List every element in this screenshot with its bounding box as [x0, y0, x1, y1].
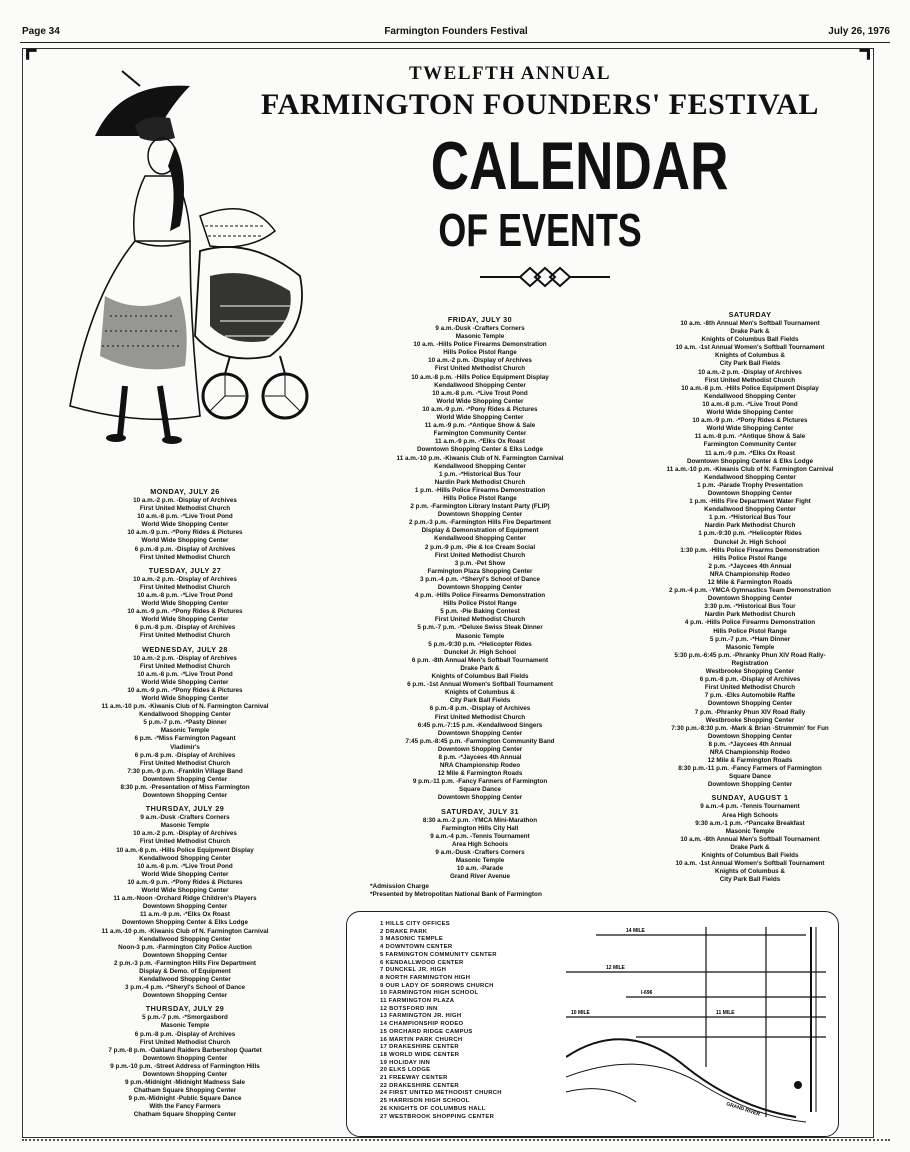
event-line: Area High Schools — [452, 840, 508, 848]
event-line: 9 p.m.-10 p.m. -Street Address of Farmington Hills — [110, 1062, 260, 1070]
event-line: 10 a.m.-2 p.m. -Display of Archives — [428, 357, 532, 365]
event-line: First United Methodist Church — [139, 759, 231, 767]
event-line: 10 a.m.-8 p.m. -*Live Trout Pond — [137, 513, 233, 521]
event-line: Hills Police Pistol Range — [443, 600, 517, 608]
event-line: Nardin Park Methodist Church — [434, 478, 526, 486]
day-heading: SATURDAY — [728, 310, 772, 319]
event-line: Downtown Shopping Center — [707, 700, 793, 708]
event-line: 9 p.m.-11 p.m. -Fancy Farmers of Farmington — [412, 778, 548, 786]
event-line: Area High Schools — [722, 811, 778, 819]
event-line: First United Methodist Church — [139, 632, 231, 640]
event-line: Knights of Columbus Ball Fields — [701, 336, 799, 344]
event-line: 10 a.m.-2 p.m. -Display of Archives — [133, 830, 237, 838]
event-line: 9 p.m.-Midnight -Public Square Dance — [128, 1095, 242, 1103]
event-line: 10 a.m. -8th Annual Men's Softball Tournament — [680, 320, 820, 327]
event-line: Hills Police Pistol Range — [713, 554, 787, 562]
event-line: First United Methodist Church — [139, 662, 231, 670]
victorian-woman-with-pram-illustration — [50, 66, 330, 456]
newspaper-title: Farmington Founders Festival — [384, 26, 528, 37]
event-line: 7:30 p.m.-9 p.m. -Franklin Village Band — [127, 767, 243, 775]
event-line: 10 a.m.-8 p.m. -*Live Trout Pond — [137, 670, 233, 678]
event-line: Downtown Shopping Center — [437, 745, 523, 753]
legend-item: 24 FIRST UNITED METHODIST CHURCH — [380, 1090, 502, 1097]
legend-item: 5 FARMINGTON COMMUNITY CENTER — [380, 951, 497, 958]
event-line: City Park Ball Fields — [719, 876, 781, 884]
event-line: 7:45 p.m.-8:45 p.m. -Farmington Community Band — [405, 737, 555, 745]
event-line: Knights of Columbus & — [445, 689, 515, 697]
event-line: 6 p.m.-8 p.m. -Display of Archives — [134, 545, 236, 553]
event-line: 5 p.m.-7 p.m. -*Smorgasbord — [142, 1014, 228, 1022]
map-label-10-mile: 10 MILE — [571, 1010, 590, 1016]
event-line: Westbrooke Shopping Center — [705, 668, 795, 676]
event-line: 8:30 p.m. -Presentation of Miss Farmington — [120, 784, 250, 791]
day-heading: SATURDAY, JULY 31 — [440, 806, 519, 816]
event-line: 9 a.m.-Dusk -Crafters Corners — [140, 814, 230, 822]
legend-item: 27 WESTBROOK SHOPPING CENTER — [380, 1113, 495, 1120]
day-heading: THURSDAY, JULY 29 — [145, 804, 225, 814]
event-line: Nardin Park Methodist Church — [704, 522, 796, 530]
event-line: 3:30 p.m. -*Historical Bus Tour — [704, 603, 796, 611]
event-line: 10 a.m. -1st Annual Women's Softball Tournament — [675, 860, 825, 868]
event-line: 10 a.m. -Hills Police Firearms Demonstration — [413, 341, 547, 349]
event-line: Registration — [731, 659, 769, 667]
event-line: Knights of Columbus Ball Fields — [701, 852, 799, 859]
event-line: First United Methodist Church — [139, 505, 231, 513]
event-line: Kendallwood Shopping Center — [704, 392, 796, 400]
event-line: 9 p.m.-Midnight -Midnight Madness Sale — [125, 1079, 245, 1087]
event-line: Kendallwood Shopping Center — [434, 381, 526, 389]
event-line: 6 p.m. -8th Annual Men's Softball Tournament — [411, 656, 549, 664]
day-heading: WEDNESDAY, JULY 28 — [142, 644, 228, 654]
event-line: Knights of Columbus & — [715, 868, 785, 876]
event-line: World Wide Shopping Center — [141, 537, 229, 545]
event-line: 11 a.m.-9 p.m. -*Antique Show & Sale — [424, 422, 536, 430]
event-line: Masonic Temple — [725, 827, 775, 835]
event-line: World Wide Shopping Center — [706, 425, 794, 433]
event-line: 7 p.m. -Elks Automobile Raffle — [704, 692, 796, 700]
event-line: 2 p.m.-9 p.m. -Pie & Ice Cream Social — [424, 543, 536, 551]
legend-item: 18 WORLD WIDE CENTER — [380, 1051, 460, 1058]
legend-item: 17 DRAKESHIRE CENTER — [380, 1044, 459, 1051]
event-line: NRA Championship Rodeo — [439, 762, 521, 770]
event-line: With the Fancy Farmers — [149, 1103, 221, 1111]
event-line: World Wide Shopping Center — [436, 397, 524, 405]
legend-item: 10 FARMINGTON HIGH SCHOOL — [380, 990, 479, 997]
event-line: Masonic Temple — [455, 632, 505, 640]
event-line: 9 a.m.-Dusk -Crafters Corners — [435, 325, 525, 332]
event-line: 7:30 p.m.-8:30 p.m. -Mark & Brian -Strummin' for Fun — [671, 724, 829, 732]
event-line: 1 p.m. -Hills Fire Department Water Fight — [689, 498, 811, 506]
event-line: 6 p.m.-8 p.m. -Display of Archives — [699, 676, 801, 684]
legend-item: 19 HOLIDAY INN — [380, 1059, 431, 1066]
event-line: 8 p.m. -*Jaycees 4th Annual — [438, 753, 522, 761]
event-line: 6 p.m.-8 p.m. -Display of Archives — [134, 751, 236, 759]
legend-item: 20 ELKS LODGE — [380, 1067, 431, 1074]
event-line: First United Methodist Church — [139, 553, 231, 561]
event-line: Downtown Shopping Center — [142, 992, 228, 1000]
events-column-left — [60, 487, 310, 1120]
event-line: 2 p.m. -Farmington Library Instant Party (FLIP) — [410, 503, 550, 511]
event-line: 2 p.m.-4 p.m. -YMCA Gymnastics Team Demonstration — [668, 587, 831, 595]
events-column-right — [625, 310, 875, 884]
event-line: World Wide Shopping Center — [436, 414, 524, 422]
day-heading: FRIDAY, JULY 30 — [447, 315, 513, 324]
event-line: First United Methodist Church — [434, 616, 526, 624]
event-line: 8:30 a.m.-2 p.m. -YMCA Mini-Marathon — [422, 816, 538, 824]
event-line: Hills Police Pistol Range — [713, 627, 787, 635]
diamond-ornament-icon — [480, 266, 610, 288]
sponsor-note: *Presented by Metropolitan National Bank of Farmington — [370, 891, 542, 898]
legend-item: 9 OUR LADY OF SORROWS CHURCH — [380, 982, 494, 989]
event-line: Grand River Avenue — [449, 873, 511, 881]
event-line: Masonic Temple — [455, 333, 505, 341]
event-line: 11 a.m.-9 p.m. -*Elks Ox Roast — [435, 438, 525, 446]
event-line: 1 p.m.-9:30 p.m. -*Helicopter Rides — [698, 530, 802, 538]
day-heading: SUNDAY, AUGUST 1 — [711, 793, 789, 803]
event-line: 10 a.m.-2 p.m. -Display of Archives — [133, 575, 237, 583]
event-line: Knights of Columbus & — [715, 352, 785, 360]
event-line: 12 Mile & Farmington Roads — [707, 579, 793, 586]
event-line: Downtown Shopping Center — [437, 794, 523, 802]
event-line: 12 Mile & Farmington Roads — [707, 757, 793, 765]
event-line: Drake Park & — [730, 328, 770, 336]
event-line: Nardin Park Methodist Church — [704, 611, 796, 619]
event-line: 10 a.m. -8th Annual Men's Softball Tournament — [680, 835, 820, 843]
event-line: Masonic Temple — [160, 822, 210, 830]
event-line: 5:30 p.m.-6:45 p.m. -Phranky Phun XIV Road Rally- — [674, 651, 826, 659]
event-line: 11 a.m.-8 p.m. -*Antique Show & Sale — [694, 433, 806, 441]
legend-item: 3 MASONIC TEMPLE — [380, 936, 444, 943]
event-line: Downtown Shopping Center — [142, 775, 228, 783]
event-line: 10 a.m. -Parade — [456, 865, 504, 873]
event-line: First United Methodist Church — [139, 1038, 231, 1046]
event-line: Downtown Shopping Center — [142, 792, 228, 800]
event-line: Square Dance — [459, 786, 501, 794]
event-line: Westbrooke Shopping Center — [705, 716, 795, 724]
event-line: Kendallwood Shopping Center — [704, 506, 796, 514]
events-column-center — [350, 315, 610, 881]
event-line: 3 p.m.-4 p.m. -*Sheryl's School of Dance — [124, 984, 246, 992]
event-line: Display & Demonstration of Equipment — [421, 527, 539, 535]
event-line: 11 a.m.-10 p.m. -Kiwanis Club of N. Farmington Carnival — [101, 927, 269, 935]
event-line: First United Methodist Church — [139, 838, 231, 846]
event-line: 6 p.m.-8 p.m. -Display of Archives — [429, 705, 531, 713]
day-heading: TUESDAY, JULY 27 — [148, 565, 222, 575]
page-number: Page 34 — [22, 26, 60, 37]
event-line: Dunckel Jr. High School — [443, 648, 517, 656]
event-line: Downtown Shopping Center — [437, 584, 523, 591]
event-line: 11 a.m.-Noon -Orchard Ridge Children's Players — [113, 895, 257, 903]
event-line: 11 a.m.-9 p.m. -*Elks Ox Roast — [705, 449, 795, 457]
event-line: First United Methodist Church — [704, 376, 796, 384]
map-label-11-mile: 11 MILE — [716, 1010, 735, 1016]
legend-item: 14 CHAMPIONSHIP RODEO — [380, 1021, 464, 1028]
event-line: 4 p.m. -Hills Police Firearms Demonstration — [684, 619, 816, 627]
header-rule — [20, 42, 890, 43]
event-line: 10 a.m.-8 p.m. -*Live Trout Pond — [137, 591, 233, 599]
event-line: 6 p.m.-8 p.m. -Display of Archives — [134, 624, 236, 632]
event-line: World Wide Shopping Center — [141, 678, 229, 686]
map-label-grand-river: GRAND RIVER — [725, 1101, 761, 1118]
event-line: 9 a.m.-4 p.m. -Tennis Tournament — [700, 803, 800, 811]
area-road-map — [566, 917, 836, 1127]
event-line: Farmington Community Center — [703, 441, 797, 449]
event-line: 10 a.m.-9 p.m. -*Pony Rides & Pictures — [422, 405, 538, 413]
event-line: World Wide Shopping Center — [141, 600, 229, 608]
event-line: Farmington Plaza Shopping Center — [427, 567, 533, 575]
legend-item: 16 MARTIN PARK CHURCH — [380, 1036, 463, 1043]
event-line: 4 p.m. -Hills Police Firearms Demonstration — [414, 592, 546, 600]
event-line: First United Methodist Church — [704, 684, 796, 692]
event-line: 10 a.m.-8 p.m. -Hills Police Equipment Display — [681, 384, 819, 392]
event-line: 1 p.m. -*Historical Bus Tour — [438, 470, 522, 478]
event-line: 3 p.m. -Pet Show — [454, 559, 506, 567]
legend-item: 6 KENDALLWOOD CENTER — [380, 959, 464, 966]
event-line: 10 a.m.-8 p.m. -*Live Trout Pond — [702, 400, 798, 408]
event-line: 11 a.m.-10 p.m. -Kiwanis Club of N. Farmington Carnival — [396, 454, 564, 462]
event-line: 5 p.m.-7 p.m. -*Pasty Dinner — [143, 719, 227, 727]
legend-item: 21 FREEWAY CENTER — [380, 1075, 448, 1082]
event-line: Masonic Temple — [160, 727, 210, 735]
event-line: World Wide Shopping Center — [141, 616, 229, 624]
event-line: Downtown Shopping Center — [707, 595, 793, 603]
event-line: 9:30 a.m.-1 p.m. -*Pancake Breakfast — [695, 819, 805, 827]
event-line: 11 a.m.-10 p.m. -Kiwanis Club of N. Farmington Carnival — [666, 465, 834, 473]
legend-item: 8 NORTH FARMINGTON HIGH — [380, 974, 471, 981]
legend-item: 12 BOTSFORD INN — [380, 1005, 438, 1012]
legend-item: 13 FARMINGTON JR. HIGH — [380, 1013, 462, 1020]
event-line: City Park Ball Fields — [449, 697, 511, 705]
event-line: Downtown Shopping Center — [437, 511, 523, 519]
event-line: 10 a.m.-9 p.m. -*Pony Rides & Pictures — [127, 686, 243, 694]
event-line: 6 p.m. -*Miss Farmington Pageant — [134, 735, 236, 743]
event-line: Downtown Shopping Center — [707, 781, 793, 789]
event-line: Downtown Shopping Center & Elks Lodge — [417, 446, 543, 454]
event-line: 5 p.m.-9:30 p.m. -*Helicopter Rides — [428, 640, 532, 648]
event-line: Downtown Shopping Center — [142, 1071, 228, 1078]
page-header — [22, 26, 890, 40]
event-line: Kendallwood Shopping Center — [139, 854, 231, 862]
legend-item: 7 DUNCKEL JR. HIGH — [380, 967, 447, 974]
event-line: 10 a.m.-8 p.m. -Hills Police Equipment Display — [116, 846, 254, 854]
event-line: World Wide Shopping Center — [141, 521, 229, 529]
event-line: 11 a.m.-9 p.m. -*Elks Ox Roast — [140, 911, 230, 919]
event-line: 12 Mile & Farmington Roads — [437, 770, 523, 778]
event-line: Chatham Square Shopping Center — [133, 1111, 237, 1119]
event-line: 5 p.m.-7 p.m. -*Ham Dinner — [709, 635, 791, 643]
event-line: 2 p.m. -*Jaycees 4th Annual — [708, 562, 792, 570]
event-line: Downtown Shopping Center — [142, 951, 228, 959]
legend-item: 22 DRAKESHIRE CENTER — [380, 1082, 459, 1089]
event-line: Farmington Community Center — [433, 430, 527, 438]
legend-item: 26 KNIGHTS OF COLUMBUS HALL — [380, 1105, 486, 1112]
event-line: First United Methodist Church — [434, 365, 526, 373]
event-line: Kendallwood Shopping Center — [139, 935, 231, 943]
event-line: Masonic Temple — [455, 857, 505, 864]
event-line: 1 p.m. -Parade Trophy Presentation — [697, 481, 803, 489]
event-line: Drake Park & — [460, 664, 500, 672]
event-line: Kendallwood Shopping Center — [139, 711, 231, 719]
event-line: 8 p.m. -*Jaycees 4th Annual — [708, 740, 792, 748]
event-line: Drake Park & — [730, 843, 770, 851]
issue-date: July 26, 1976 — [828, 26, 890, 37]
event-line: Noon-3 p.m. -Farmington City Police Auction — [118, 943, 252, 951]
event-line: 9 a.m.-4 p.m. -Tennis Tournament — [430, 832, 530, 840]
legend-item: 11 FARMINGTON PLAZA — [380, 998, 455, 1005]
event-line: Masonic Temple — [160, 1022, 210, 1030]
bottom-dotted-rule — [22, 1139, 890, 1141]
event-line: Farmington Hills City Hall — [441, 824, 519, 832]
event-line: 10 a.m.-8 p.m. -*Live Trout Pond — [137, 862, 233, 870]
event-line: Display & Demo. of Equipment — [139, 967, 231, 975]
banner-festival-name: FARMINGTON FOUNDERS' FESTIVAL — [261, 88, 819, 121]
event-line: Vladimir's — [170, 743, 200, 751]
event-line: 10 a.m.-9 p.m. -*Pony Rides & Pictures — [127, 878, 243, 886]
map-legend — [380, 921, 502, 1121]
event-line: Masonic Temple — [725, 643, 775, 651]
event-line: City Park Ball Fields — [719, 360, 781, 368]
event-line: 1 p.m. -*Historical Bus Tour — [708, 514, 792, 522]
event-line: NRA Championship Rodeo — [709, 748, 791, 756]
event-line: 6 p.m.-8 p.m. -Display of Archives — [134, 1030, 236, 1038]
event-line: 7 p.m. -Phranky Phun XIV Road Rally — [694, 708, 806, 716]
event-line: First United Methodist Church — [434, 713, 526, 721]
event-line: 10 a.m.-8 p.m. -*Live Trout Pond — [432, 389, 528, 397]
event-line: 5 p.m. -Pie Baking Contest — [440, 608, 520, 616]
event-line: 10 a.m.-9 p.m. -*Pony Rides & Pictures — [692, 417, 808, 425]
event-line: 2 p.m.-3 p.m. -Farmington Hills Fire Department — [408, 519, 552, 527]
event-line: 8:30 p.m.-11 p.m. -Fancy Farmers of Farmington — [678, 765, 822, 773]
legend-item: 25 HARRISON HIGH SCHOOL — [380, 1098, 470, 1105]
map-label-i696: I-696 — [641, 990, 653, 996]
event-line: Downtown Shopping Center & Elks Lodge — [687, 457, 813, 465]
corner-ornament-left-icon: ⌜ — [24, 46, 39, 79]
map-label-14-mile: 14 MILE — [626, 928, 645, 934]
event-line: Kendallwood Shopping Center — [434, 462, 526, 470]
legend-item: 1 HILLS CITY OFFICES — [380, 921, 451, 927]
event-line: 2 p.m.-3 p.m. -Farmington Hills Fire Department — [113, 959, 257, 967]
event-line: 6 p.m. -1st Annual Women's Softball Tournament — [407, 681, 553, 689]
event-line: Kendallwood Shopping Center — [139, 976, 231, 984]
event-line: Downtown Shopping Center — [142, 903, 228, 911]
event-line: Downtown Shopping Center — [142, 1054, 228, 1062]
event-line: 7 p.m.-8 p.m. -Oakland Raiders Barbershop Quartet — [108, 1046, 262, 1054]
event-line: 1:30 p.m. -Hills Police Firearms Demonstration — [680, 546, 820, 554]
event-line: Knights of Columbus Ball Fields — [431, 673, 529, 681]
event-line: World Wide Shopping Center — [141, 694, 229, 702]
event-line: Downtown Shopping Center — [437, 729, 523, 737]
corner-ornament-right-icon: ⌝ — [857, 46, 872, 79]
event-line: Downtown Shopping Center & Elks Lodge — [122, 919, 248, 927]
day-heading: THURSDAY, JULY 29 — [145, 1004, 225, 1014]
event-line: 10 a.m.-9 p.m. -*Pony Rides & Pictures — [127, 529, 243, 537]
event-line: 10 a.m.-2 p.m. -Display of Archives — [133, 654, 237, 662]
event-line: 1 p.m. -Hills Police Firearms Demonstration — [414, 486, 546, 494]
event-line: 5 p.m.-7 p.m. -*Deluxe Swiss Steak Dinner — [417, 624, 543, 632]
legend-item: 2 DRAKE PARK — [380, 928, 428, 935]
event-line: 6:45 p.m.-7:15 p.m. -Kendallwood Singers — [417, 721, 543, 729]
banner-calendar: CALENDAR — [430, 128, 729, 204]
event-line: 10 a.m.-2 p.m. -Display of Archives — [698, 368, 802, 376]
event-line: Hills Police Pistol Range — [443, 349, 517, 357]
event-line: Hills Police Pistol Range — [443, 494, 517, 502]
event-line: 10 a.m.-2 p.m. -Display of Archives — [133, 497, 237, 504]
event-line: World Wide Shopping Center — [141, 887, 229, 895]
event-line: First United Methodist Church — [434, 551, 526, 559]
event-line: 10 a.m.-8 p.m. -Hills Police Equipment Display — [411, 373, 549, 381]
footnotes — [370, 883, 542, 899]
event-line: Square Dance — [729, 773, 771, 781]
event-line: World Wide Shopping Center — [706, 409, 794, 417]
admission-note: *Admission Charge — [370, 883, 429, 890]
event-line: 9 a.m.-Dusk -Crafters Corners — [435, 848, 525, 856]
event-line: World Wide Shopping Center — [141, 870, 229, 878]
legend-item: 15 ORCHARD RIDGE CAMPUS — [380, 1028, 473, 1035]
legend-item: 4 DOWNTOWN CENTER — [380, 944, 453, 951]
event-line: Kendallwood Shopping Center — [704, 473, 796, 481]
event-line: Downtown Shopping Center — [707, 732, 793, 740]
event-line: Chatham Square Shopping Center — [133, 1087, 237, 1095]
event-line: Dunckel Jr. High School — [713, 538, 787, 546]
event-line: Kendallwood Shopping Center — [434, 535, 526, 543]
banner-twelfth-annual: TWELFTH ANNUAL — [408, 63, 612, 84]
event-line: 11 a.m.-10 p.m. -Kiwanis Club of N. Farmington Carnival — [101, 703, 269, 711]
event-line: First United Methodist Church — [139, 583, 231, 591]
banner-of-events: OF EVENTS — [438, 204, 642, 256]
event-line: Downtown Shopping Center — [707, 489, 793, 497]
event-line: 10 a.m.-9 p.m. -*Pony Rides & Pictures — [127, 608, 243, 616]
event-line: 3 p.m.-4 p.m. -*Sheryl's School of Dance — [419, 575, 541, 583]
event-line: NRA Championship Rodeo — [709, 570, 791, 578]
event-line: 10 a.m. -1st Annual Women's Softball Tournament — [675, 344, 825, 352]
map-label-12-mile: 12 MILE — [606, 965, 625, 971]
day-heading: MONDAY, JULY 26 — [150, 487, 220, 496]
